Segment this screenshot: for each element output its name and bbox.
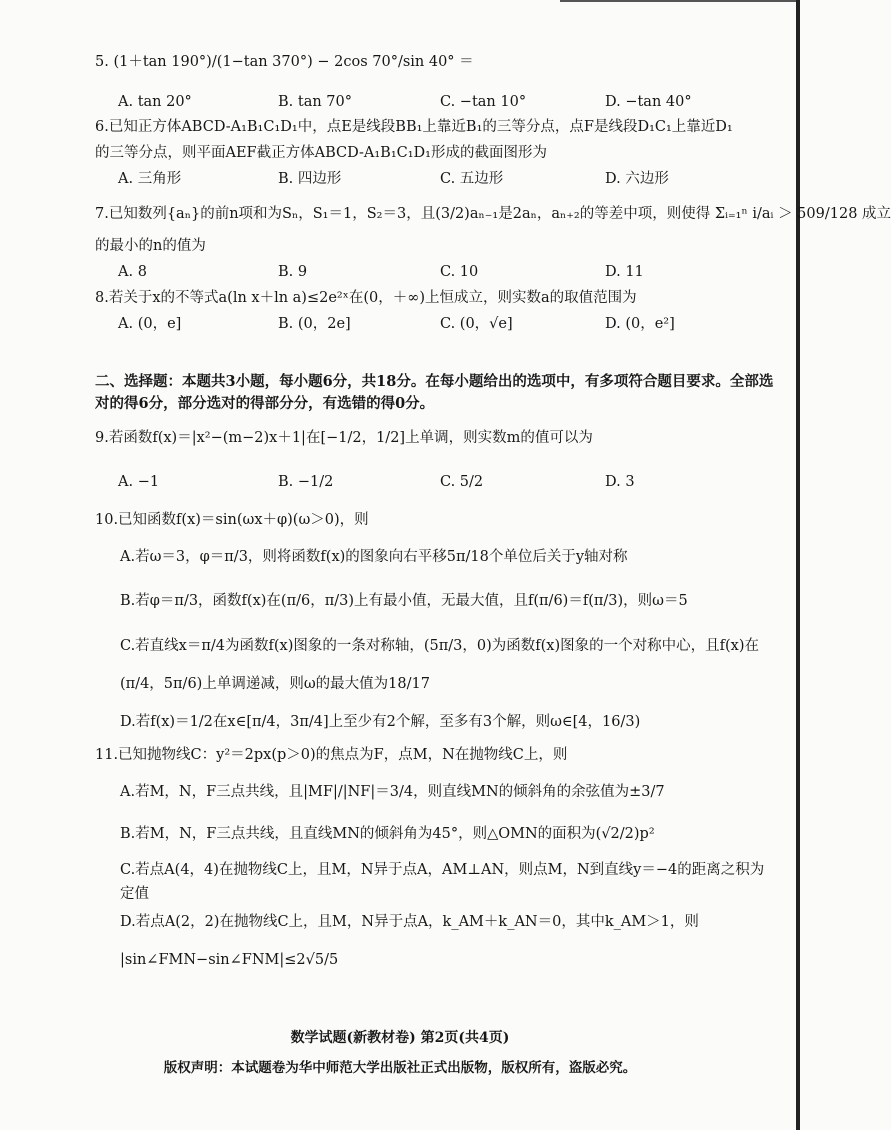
q7-option-d: D. 11 [605,264,644,280]
q5-option-b: B. tan 70° [278,94,352,110]
question-7-line2: 的最小的n的值为 [95,238,206,254]
q5-option-c: C. −tan 10° [440,94,527,110]
q10-option-d: D.若f(x)＝1/2在x∈[π/4，3π/4]上至少有2个解，至多有3个解，则ω∈[4，16/3) [120,714,641,730]
q7-option-a: A. 8 [118,264,147,280]
question-6-options [0,169,800,189]
q10-option-c-line1: C.若直线x＝π/4为函数f(x)图象的一条对称轴，(5π/3，0)为函数f(x)图象的一个对称中心，且f(x)在 [120,638,759,654]
copyright-notice: 版权声明：本试题卷为华中师范大学出版社正式出版物，版权所有，盗版必究。 [163,1060,637,1076]
q10-option-a: A.若ω＝3，φ＝π/3，则将函数f(x)的图象向右平移5π/18个单位后关于y轴对称 [120,549,628,565]
page-footer: 数学试题(新教材卷) 第2页(共4页) [290,1030,510,1046]
q9-option-a: A. −1 [118,474,160,490]
q6-option-c: C. 五边形 [440,171,504,187]
q11-option-c-line2: 定值 [120,886,149,902]
question-8-options [0,314,800,334]
question-6-line2: 的三等分点，则平面AEF截正方体ABCD-A₁B₁C₁D₁形成的截面图形为 [95,145,547,161]
q8-option-d: D. (0，e²] [605,316,675,332]
q8-option-a: A. (0，e] [118,316,182,332]
question-9-options [0,472,800,492]
question-8-stem: 8.若关于x的不等式a(ln x＋ln a)≤2e²ˣ在(0，＋∞)上恒成立，则实数a的取值范围为 [95,290,637,306]
q9-option-d: D. 3 [605,474,635,490]
q10-option-b: B.若φ＝π/3，函数f(x)在(π/6，π/3)上有最小值，无最大值，且f(π/6)＝f(π/3)，则ω＝5 [120,593,688,609]
q9-option-c: C. 5/2 [440,474,484,490]
q11-option-b: B.若M，N，F三点共线，且直线MN的倾斜角为45°，则△OMN的面积为(√2/2)p² [120,826,655,842]
scan-edge-top [560,0,800,2]
question-7-options [0,262,800,282]
question-9-stem: 9.若函数f(x)＝|x²−(m−2)x＋1|在[−1/2，1/2]上单调，则实数m的值可以为 [95,430,593,446]
q5-option-d: D. −tan 40° [605,94,692,110]
q8-option-b: B. (0，2e] [278,316,351,332]
q8-option-c: C. (0，√e] [440,316,513,332]
question-5-options [0,92,800,112]
q11-option-d-line1: D.若点A(2，2)在抛物线C上，且M，N异于点A，k_AM＋k_AN＝0，其中k_AM＞1，则 [120,914,699,930]
question-6-line1: 6.已知正方体ABCD-A₁B₁C₁D₁中，点E是线段BB₁上靠近B₁的三等分点，点F是线段D₁C₁上靠近D₁ [95,119,733,135]
q9-option-b: B. −1/2 [278,474,334,490]
q7-option-c: C. 10 [440,264,479,280]
q11-option-d-line2: |sin∠FMN−sin∠FNM|≤2√5/5 [120,952,339,968]
q5-option-a: A. tan 20° [118,94,192,110]
q11-option-a: A.若M，N，F三点共线，且|MF|/|NF|＝3/4，则直线MN的倾斜角的余弦值为±3/7 [120,784,665,800]
q11-option-c-line1: C.若点A(4，4)在抛物线C上，且M，N异于点A，AM⊥AN，则点M，N到直线y＝−4的距离之积为 [120,862,765,878]
q7-option-b: B. 9 [278,264,308,280]
q6-option-b: B. 四边形 [278,171,342,187]
q6-option-d: D. 六边形 [605,171,669,187]
question-10-stem: 10.已知函数f(x)＝sin(ωx＋φ)(ω＞0)，则 [95,512,369,528]
q10-option-c-line2: (π/4，5π/6)上单调递减，则ω的最大值为18/17 [120,676,430,692]
question-7-line1: 7.已知数列{aₙ}的前n项和为Sₙ，S₁＝1，S₂＝3，且(3/2)aₙ₋₁是2aₙ，aₙ₊₂的等差中项，则使得 Σᵢ₌₁ⁿ i/aᵢ ＞ 509/128 成立 [95,206,891,222]
question-11-stem: 11.已知抛物线C：y²＝2px(p＞0)的焦点为F，点M，N在抛物线C上，则 [95,747,568,763]
q6-option-a: A. 三角形 [118,171,182,187]
question-5-stem: 5. (1＋tan 190°)/(1−tan 370°) − 2cos 70°/sin 40° ＝ [95,54,474,70]
section-2-heading: 二、选择题：本题共3小题，每小题6分，共18分。在每小题给出的选项中，有多项符合题目要求。全部选对的得6分，部分选对的得部分分，有选错的得0分。 [95,373,774,412]
